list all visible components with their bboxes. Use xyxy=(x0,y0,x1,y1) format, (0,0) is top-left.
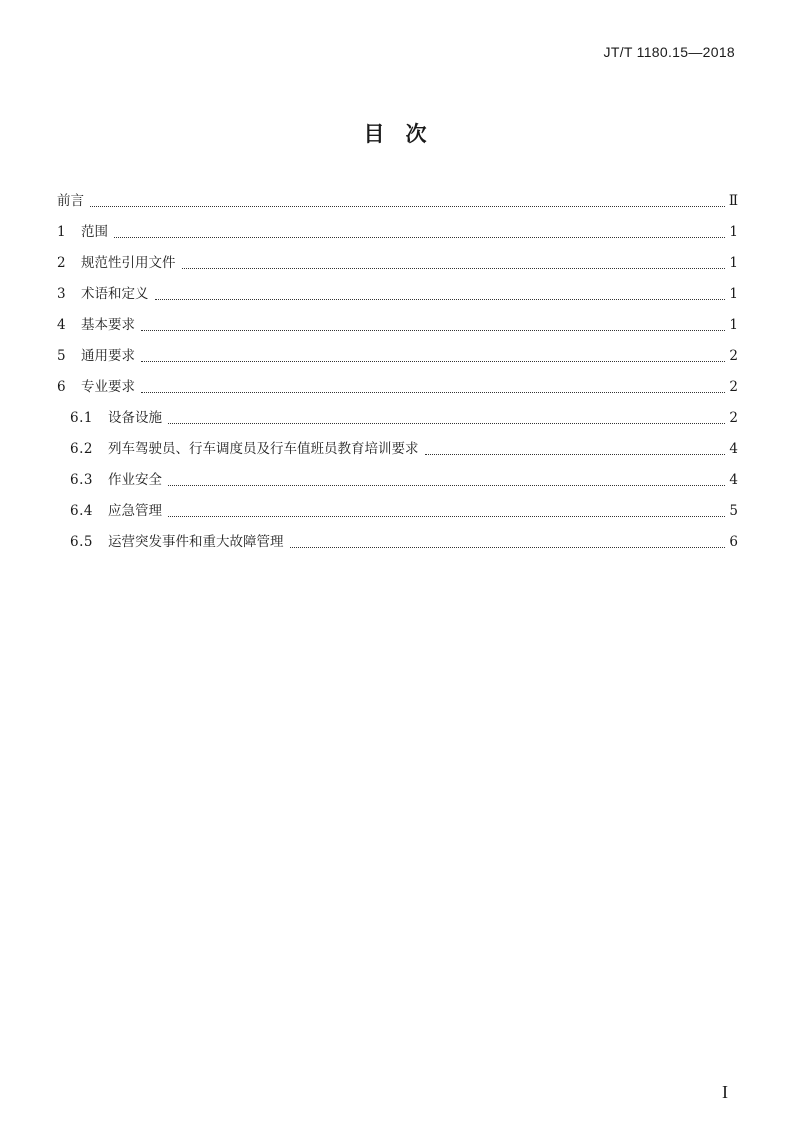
dot-leader xyxy=(168,422,725,424)
toc-entry-6-5[interactable] xyxy=(57,527,738,558)
page-number: I xyxy=(722,1082,728,1102)
toc-entry-number: 6.5 xyxy=(70,534,93,550)
toc-entry-page: 4 xyxy=(729,472,738,488)
toc-entry-page: 2 xyxy=(729,379,738,395)
toc-entry-label: 运营突发事件和重大故障管理 xyxy=(108,534,284,550)
toc-entry-number: 6.2 xyxy=(70,441,93,457)
toc-entry-label: 作业安全 xyxy=(108,472,162,488)
toc-entry-label: 范围 xyxy=(81,224,108,240)
toc-entry-page: Ⅱ xyxy=(728,193,738,209)
toc-entry-label: 通用要求 xyxy=(81,348,135,364)
toc-entry-6-2[interactable] xyxy=(57,434,738,465)
toc-entry-6-3[interactable] xyxy=(57,465,738,496)
toc-entry-2[interactable] xyxy=(57,248,738,279)
toc-entry-number: 2 xyxy=(57,255,66,271)
toc-entry-number: 5 xyxy=(57,348,66,364)
dot-leader xyxy=(155,298,726,300)
page-title: 目 次 xyxy=(363,122,427,146)
toc-entry-label: 专业要求 xyxy=(81,379,135,395)
toc-entry-page: 1 xyxy=(729,224,738,240)
toc-entry-page: 5 xyxy=(729,503,738,519)
toc-entry-label: 规范性引用文件 xyxy=(81,255,176,271)
dot-leader xyxy=(141,329,725,331)
toc-entry-label: 基本要求 xyxy=(81,317,135,333)
toc-entry-label: 应急管理 xyxy=(108,503,162,519)
toc-entry-page: 1 xyxy=(729,255,738,271)
toc-entry-page: 4 xyxy=(729,441,738,457)
table-of-contents xyxy=(57,186,738,558)
toc-entry-label: 列车驾驶员、行车调度员及行车值班员教育培训要求 xyxy=(108,441,419,457)
toc-entry-page: 1 xyxy=(729,286,738,302)
toc-entry-page: 6 xyxy=(729,534,738,550)
toc-entry-foreword[interactable] xyxy=(57,186,738,217)
dot-leader xyxy=(290,546,726,548)
dot-leader xyxy=(90,205,725,207)
dot-leader xyxy=(182,267,726,269)
toc-entry-6-1[interactable] xyxy=(57,403,738,434)
dot-leader xyxy=(168,515,725,517)
toc-entry-number: 1 xyxy=(57,224,66,240)
toc-entry-5[interactable] xyxy=(57,341,738,372)
dot-leader xyxy=(141,391,725,393)
standard-code: JT/T 1180.15—2018 xyxy=(603,44,735,60)
toc-entry-4[interactable] xyxy=(57,310,738,341)
toc-entry-number: 4 xyxy=(57,317,66,333)
toc-entry-number: 6.1 xyxy=(70,410,93,426)
toc-entry-page: 2 xyxy=(729,410,738,426)
toc-entry-number: 3 xyxy=(57,286,66,302)
toc-entry-label: 前言 xyxy=(57,193,84,209)
toc-entry-label: 设备设施 xyxy=(108,410,162,426)
toc-entry-page: 1 xyxy=(729,317,738,333)
toc-entry-1[interactable] xyxy=(57,217,738,248)
toc-entry-page: 2 xyxy=(729,348,738,364)
toc-entry-3[interactable] xyxy=(57,279,738,310)
dot-leader xyxy=(141,360,725,362)
toc-entry-number: 6.3 xyxy=(70,472,93,488)
toc-entry-label: 术语和定义 xyxy=(81,286,149,302)
dot-leader xyxy=(168,484,725,486)
toc-entry-6[interactable] xyxy=(57,372,738,403)
toc-entry-6-4[interactable] xyxy=(57,496,738,527)
dot-leader xyxy=(114,236,725,238)
dot-leader xyxy=(425,453,726,455)
toc-entry-number: 6.4 xyxy=(70,503,93,519)
toc-entry-number: 6 xyxy=(57,379,66,395)
